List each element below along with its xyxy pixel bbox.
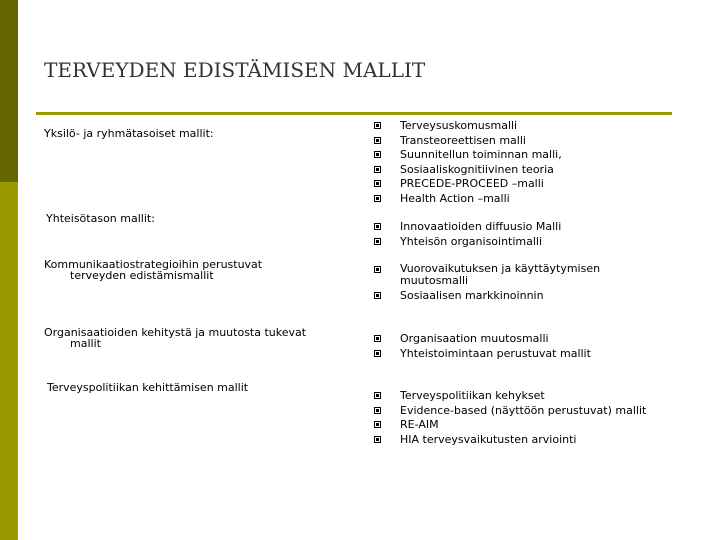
checkbox-bullet-icon — [374, 421, 381, 428]
checkbox-bullet-icon — [374, 292, 381, 299]
list-item — [374, 418, 674, 433]
checkbox-bullet-icon — [374, 195, 381, 202]
item-label: PRECEDE-PROCEED –malli — [400, 177, 544, 190]
list-item — [374, 347, 674, 362]
list-item — [374, 263, 674, 287]
slide-title: TERVEYDEN EDISTÄMISEN MALLIT — [44, 58, 426, 82]
category-label: Terveyspolitiikan kehittämisen mallit — [47, 381, 249, 394]
list-item — [374, 289, 674, 304]
list-item — [374, 163, 674, 178]
list-item — [374, 192, 674, 207]
category-communication — [44, 259, 344, 281]
title-divider — [36, 112, 672, 115]
checkbox-bullet-icon — [374, 350, 381, 357]
list-community-models — [374, 220, 674, 249]
item-label: Sosiaaliskognitiivinen teoria — [400, 162, 554, 176]
item-label: RE-AIM — [400, 418, 439, 431]
item-label: Suunnitellun toiminnan malli, — [400, 148, 562, 161]
list-communication-models — [374, 263, 674, 304]
category-individual — [44, 128, 344, 139]
item-label: Innovaatioiden diffuusio Malli — [400, 220, 562, 233]
list-item — [374, 332, 674, 347]
category-label-line-2: terveyden edistämismallit — [70, 269, 214, 282]
left-accent-bar-dark — [0, 0, 18, 182]
list-item — [374, 235, 674, 250]
list-item — [374, 177, 674, 192]
item-label-line-1: Vuorovaikutuksen ja käyttäytymisen — [400, 262, 601, 275]
checkbox-bullet-icon — [374, 407, 381, 414]
category-label-line-1: Organisaatioiden kehitystä ja muutosta tukevat — [44, 326, 307, 339]
category-health-policy — [47, 382, 347, 393]
list-item — [374, 134, 674, 149]
checkbox-bullet-icon — [374, 151, 381, 158]
checkbox-bullet-icon — [374, 122, 381, 129]
item-label: Health Action –malli — [400, 191, 510, 205]
item-label: Sosiaalisen markkinoinnin — [400, 289, 544, 302]
item-label-line-2: muutosmalli — [400, 274, 469, 287]
list-item — [374, 148, 674, 163]
list-item — [374, 119, 674, 134]
category-label-line-2: mallit — [70, 337, 101, 350]
category-label: Yhteisötason mallit: — [46, 212, 155, 225]
item-label: Yhteistoimintaan perustuvat mallit — [400, 346, 591, 360]
item-label: Evidence-based (näyttöön perustuvat) mallit — [400, 403, 647, 417]
checkbox-bullet-icon — [374, 436, 381, 443]
list-individual-models — [374, 119, 674, 206]
checkbox-bullet-icon — [374, 266, 381, 273]
checkbox-bullet-icon — [374, 166, 381, 173]
item-label: Yhteisön organisointimalli — [400, 234, 543, 248]
item-label: Terveyspolitiikan kehykset — [400, 389, 545, 402]
category-label: Yksilö- ja ryhmätasoiset mallit: — [44, 127, 214, 140]
checkbox-bullet-icon — [374, 238, 381, 245]
checkbox-bullet-icon — [374, 392, 381, 399]
list-item — [374, 404, 674, 419]
checkbox-bullet-icon — [374, 180, 381, 187]
list-health-policy-models — [374, 389, 674, 447]
list-item — [374, 433, 674, 448]
category-organisation — [44, 327, 344, 349]
item-label: Transteoreettisen malli — [400, 133, 526, 147]
list-item — [374, 389, 674, 404]
category-label-line-1: Kommunikaatiostrategioihin perustuvat — [44, 258, 263, 271]
item-label: Terveysuskomusmalli — [400, 119, 518, 132]
item-label: Organisaation muutosmalli — [400, 332, 549, 345]
checkbox-bullet-icon — [374, 335, 381, 342]
checkbox-bullet-icon — [374, 223, 381, 230]
item-label: HIA terveysvaikutusten arviointi — [400, 432, 577, 446]
checkbox-bullet-icon — [374, 137, 381, 144]
category-community — [46, 213, 346, 224]
list-organisation-models — [374, 332, 674, 361]
list-item — [374, 220, 674, 235]
